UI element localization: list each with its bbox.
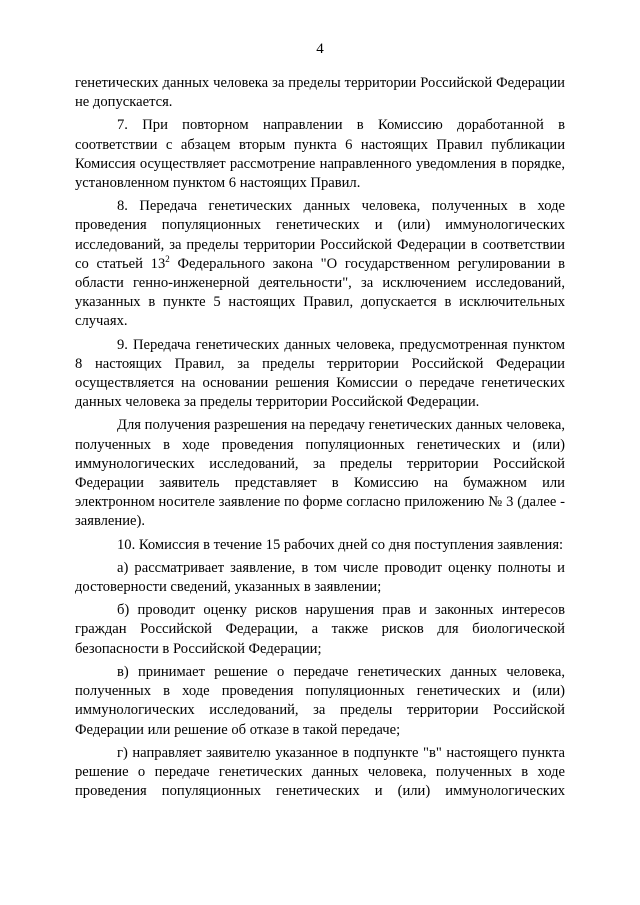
paragraph-continuation: генетических данных человека за пределы территории Российской Федерации не допускается. (75, 75, 565, 111)
document-body (75, 74, 565, 805)
paragraph-item-8 (75, 197, 565, 331)
paragraph-item-10: 10. Комиссия в течение 15 рабочих дней со дня поступления заявления: (117, 536, 564, 553)
paragraph-permission-request: Для получения разрешения на передачу генетических данных человека, полученных в ходе проведения популяционных генетических и (или) иммунологических исследований, за пределы территории Российской Федерации заявитель представляет в Комиссию на бумажном или электронном носителе заявление по форме согласно приложению № 3 (далее - заявление). (75, 417, 565, 530)
article-superscript: 2 (165, 253, 170, 264)
paragraph-item-9: 9. Передача генетических данных человека, предусмотренная пунктом 8 настоящих Правил, за пределы территории Российской Федерации осуществляется на основании решения Комиссии о передаче генетических данных человека за пределы территории Российской Федерации. (75, 336, 565, 411)
subparagraph-a: а) рассматривает заявление, в том числе проводит оценку полноты и достоверности сведений, указанных в заявлении; (75, 559, 565, 596)
paragraph-item-7: 7. При повторном направлении в Комиссию доработанной в соответствии с абзацем вторым пункта 6 настоящих Правил публикации Комиссия осуществляет рассмотрение направленного уведомления в порядке, установленном пунктом 6 настоящих Правил. (75, 117, 565, 192)
subparagraph-b: б) проводит оценку рисков нарушения прав и законных интересов граждан Российской Федерации, а также рисков для биологической безопасности в Российской Федерации; (75, 602, 565, 657)
page-number: 4 (316, 41, 324, 57)
paragraph-item-8-text-before: 8. Передача генетических данных человека, полученных в ходе проведения популяционных генетических и (или) иммунологических исследований, за пределы территории Российской Федерации в соответствии со статьей 13 (75, 198, 565, 272)
subparagraph-g: г) направляет заявителю указанное в подпункте "в" настоящего пункта решение о передаче генетических данных человека, полученных в ходе проведения популяционных генетических и (или) иммунологических (75, 744, 565, 800)
subparagraph-v: в) принимает решение о передаче генетических данных человека, полученных в ходе проведения популяционных генетических и (или) иммунологических исследований, за пределы территории Российской Федерации или решение об отказе в такой передаче; (75, 663, 565, 738)
paragraph-item-8-text-after: Федерального закона "О государственном регулировании в области генно-инженерной деятельности", за исключением исследований, указанных в пункте 5 настоящих Правил, допускается в исключительных случаях. (75, 255, 566, 330)
